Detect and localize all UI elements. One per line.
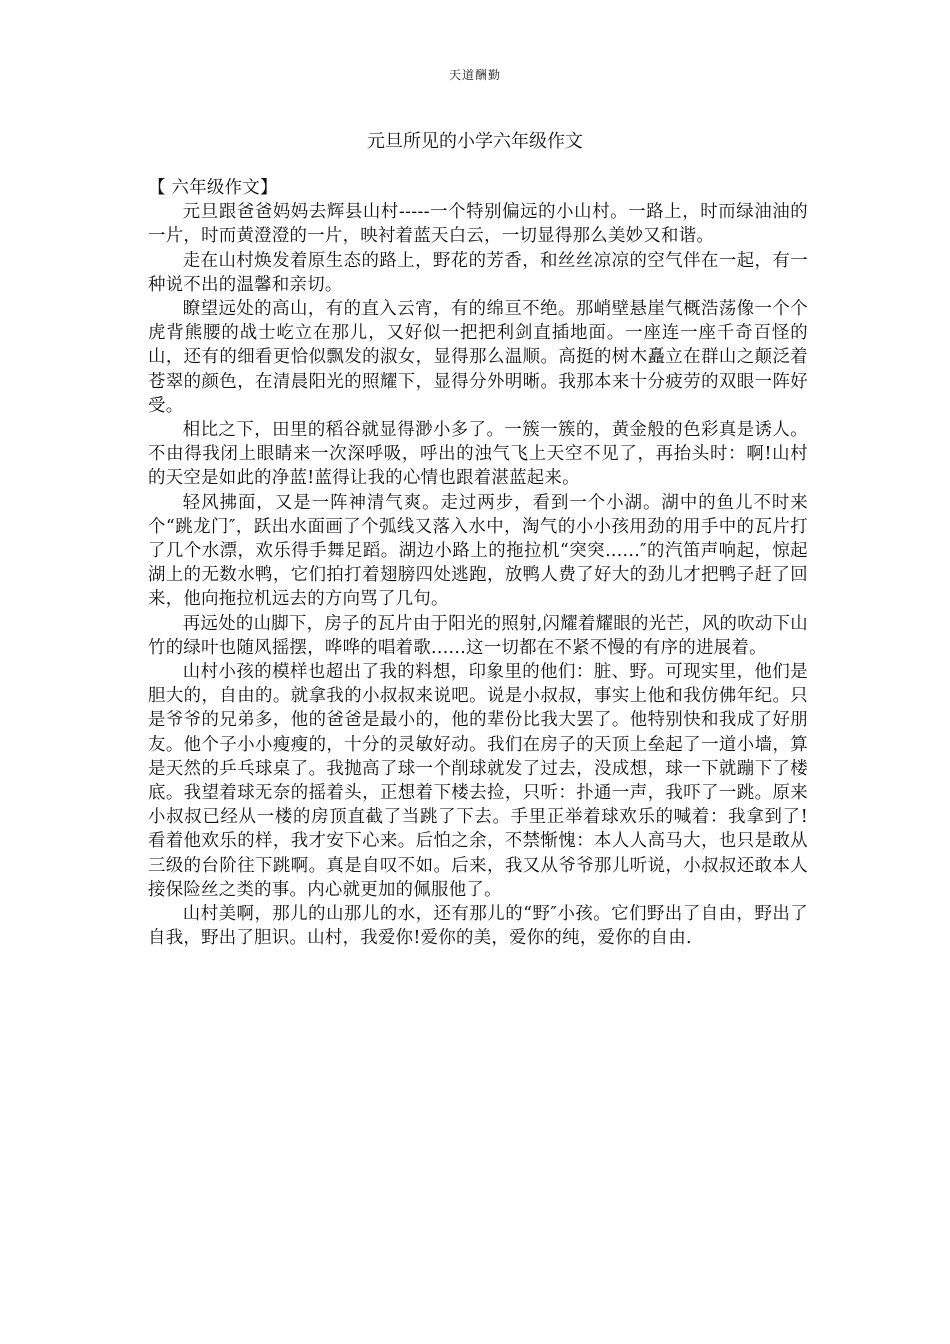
article-body [148,176,808,951]
page-title: 元旦所见的小学六年级作文 [367,131,583,152]
paragraph-7: 山村小孩的模样也超出了我的料想，印象里的他们：脏、野。可现实里，他们是胆大的，自由的。就拿我的小叔叔来说吧。说是小叔叔，事实上他和我仿佛年纪。只是爷爷的兄弟多，他的爸爸是最小的，他的辈份比我大罢了。他特别快和我成了好朋友。他个子小小瘦瘦的，十分的灵敏好动。我们在房子的天顶上垒起了一道小墙，算是天然的乒乓球桌了。我抛高了球一个削球就发了过去，没成想，球一下就蹦下了楼底。我望着球无奈的摇着头，正想着下楼去捡，只听：扑通一声，我吓了一跳。原来小叔叔已经从一楼的房顶直截了当跳了下去。手里正举着球欢乐的喊着：我拿到了!看着他欢乐的样，我才安下心来。后怕之余，不禁惭愧：本人人高马大，也只是敢从三级的台阶往下跳啊。真是自叹不如。后来，我又从爷爷那儿听说，小叔叔还敢本人接保险丝之类的事。内心就更加的佩服他了。 [148,662,808,900]
paragraph-4: 相比之下，田里的稻谷就显得渺小多了。一簇一簇的，黄金般的色彩真是诱人。不由得我闭上眼睛来一次深呼吸，呼出的浊气飞上天空不见了，再抬头时：啊!山村的天空是如此的净蓝!蓝得让我的心情也跟着湛蓝起来。 [148,420,808,489]
paragraph-2: 走在山村焕发着原生态的路上，野花的芳香，和丝丝凉凉的空气伴在一起，有一种说不出的温馨和亲切。 [148,250,808,295]
paragraph-5: 轻风拂面，又是一阵神清气爽。走过两步，看到一个小湖。湖中的鱼儿不时来个“跳龙门″，跃出水面画了个弧线又落入水中，淘气的小小孩用劲的用手中的瓦片打了几个水漂，欢乐得手舞足蹈。湖边小路上的拖拉机“突突......″的汽笛声响起，惊起湖上的无数水鸭，它们拍打着翅膀四处逃跑，放鸭人费了好大的劲儿才把鸭子赶了回来，他向拖拉机远去的方向骂了几句。 [148,492,808,610]
paragraph-1: 元旦跟爸爸妈妈去辉县山村-----一个特别偏远的小山村。一路上，时而绿油油的一片，时而黄澄澄的一片，映衬着蓝天白云，一切显得那么美妙又和谐。 [148,202,808,247]
paragraph-6: 再远处的山脚下，房子的瓦片由于阳光的照射,闪耀着耀眼的光芒，风的吹动下山竹的绿叶也随风摇摆，哗哗的唱着歌......这一切都在不紧不慢的有序的进展着。 [148,613,808,658]
section-tag: 【 六年级作文】 [148,178,278,198]
paragraph-3: 瞭望远处的高山，有的直入云宵，有的绵亘不绝。那峭壁悬崖气概浩荡像一个个虎背熊腰的战士屹立在那儿，又好似一把把利剑直插地面。一座连一座千奇百怪的山，还有的细看更恰似飘发的淑女，显得那么温顺。高挺的树木矗立在群山之颠泛着苍翠的颜色，在清晨阳光的照耀下，显得分外明晰。我那本来十分疲劳的双眼一阵好受。 [148,299,808,416]
page-header: 天道酬勤 [448,68,501,82]
paragraph-8: 山村美啊，那儿的山那儿的水，还有那儿的“野″小孩。它们野出了自由，野出了自我，野出了胆识。山村，我爱你!爱你的美，爱你的纯，爱你的自由. [148,904,808,949]
